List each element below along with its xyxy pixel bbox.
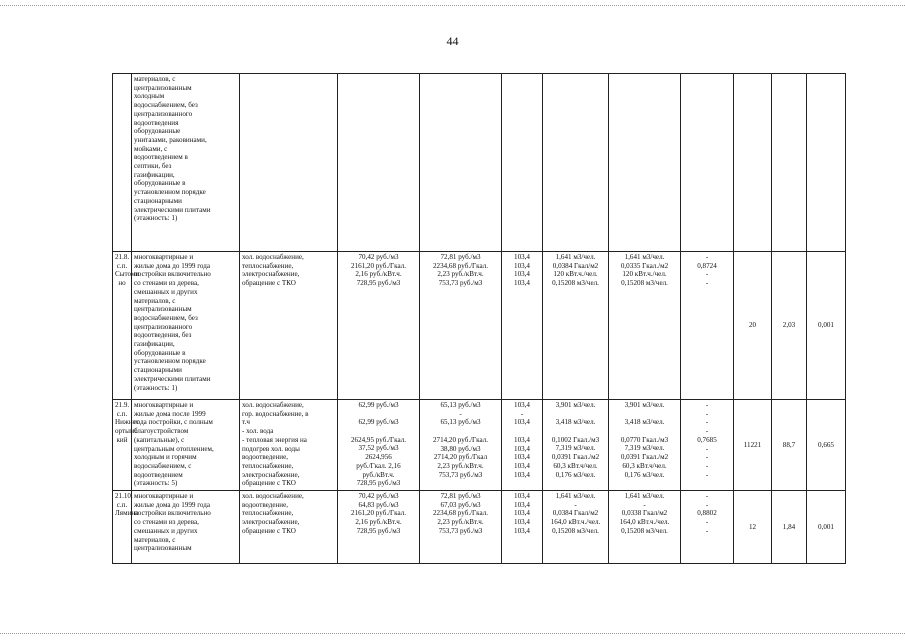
services-list-line: - тепловая энергия на bbox=[242, 435, 307, 444]
settlement-name: с.п. Нижнес ортымс кий bbox=[115, 409, 140, 444]
housing-category-line: со стенами из дерева, bbox=[134, 518, 199, 527]
services-list-line: - хол. вода bbox=[242, 427, 274, 436]
tariffs-new-line: 72,81 руб./м3 bbox=[440, 253, 481, 261]
tariffs-prev-line: 728,95 руб./м3 bbox=[356, 526, 401, 535]
tariffs-new-line bbox=[422, 479, 499, 488]
norms-prev-line: 0,15208 м3/чел. bbox=[552, 526, 599, 535]
norms-prev-line: 1,641 м3/чел. bbox=[555, 253, 596, 261]
services-list-line: теплоснабжение, bbox=[242, 461, 294, 470]
housing-category-line: централизованным bbox=[134, 305, 192, 314]
extra-value: 0,665 bbox=[818, 440, 834, 449]
row-id: 21.8. bbox=[115, 253, 130, 261]
norms-new-line: 0,15208 м3/чел. bbox=[621, 279, 668, 288]
coefficient-line: - bbox=[705, 401, 709, 409]
coefficient-cell bbox=[681, 400, 734, 491]
norms-new-line: 3,901 м3/чел. bbox=[624, 401, 665, 409]
norms-new-line bbox=[611, 479, 678, 488]
coefficient-line: - bbox=[705, 500, 709, 509]
share-value: 1,84 bbox=[782, 522, 796, 531]
norms-new-line: 0,176 м3/чел. bbox=[624, 470, 665, 479]
share-value: 2,03 bbox=[782, 321, 796, 330]
tariffs-prev-line: руб./Гкал. 2,16 bbox=[356, 461, 401, 470]
housing-category-cell bbox=[132, 400, 240, 491]
tariffs-new-line: 753,73 руб./м3 bbox=[438, 279, 483, 288]
tariffs-prev-line: 62,99 руб./м3 bbox=[358, 418, 399, 427]
housing-category-line: благоустройством bbox=[134, 427, 189, 436]
housing-category-line: жилые дома после 1999 bbox=[134, 409, 206, 418]
tariffs-new-line: 753,73 руб./м3 bbox=[438, 526, 483, 535]
housing-category-line: смешанных и других bbox=[134, 287, 198, 296]
tariffs-prev-line: 70,42 руб./м3 bbox=[358, 253, 399, 261]
tariff-table bbox=[112, 73, 846, 564]
services-list-line: т.ч bbox=[242, 418, 250, 427]
extra-value: 0,001 bbox=[818, 522, 834, 531]
tariff-index-line bbox=[504, 479, 540, 488]
norms-prev-line: 0,1002 Гкал./м3 bbox=[551, 435, 600, 444]
population-cell bbox=[734, 74, 772, 252]
tariffs-new-cell bbox=[420, 491, 502, 564]
tariff-index-line: 103,4 bbox=[514, 470, 530, 479]
tariffs-new-line: - bbox=[459, 409, 462, 418]
housing-category-line: септики, без bbox=[134, 162, 172, 171]
housing-category-line: водоснабжением, без bbox=[134, 313, 198, 322]
tariffs-new-line: 65,13 руб./м3 bbox=[440, 418, 481, 427]
housing-category-line: холодным и горячим bbox=[134, 453, 197, 462]
norms-prev-line bbox=[545, 410, 606, 419]
services-list-line: водоотведение, bbox=[242, 500, 288, 509]
norms-new-line: 1,641 м3/чел. bbox=[624, 253, 665, 261]
housing-category-line: постройки включительно bbox=[134, 509, 211, 518]
housing-category-cell bbox=[132, 252, 240, 400]
housing-category-line: газификации, bbox=[134, 340, 175, 349]
row-id: 21.10. bbox=[115, 492, 133, 500]
coefficient-line: 0,8724 bbox=[697, 261, 717, 270]
housing-category-line: года постройки, с полным bbox=[134, 418, 213, 427]
norms-new-line: - bbox=[643, 500, 646, 509]
services-list-line: электроснабжение, bbox=[242, 470, 300, 479]
housing-category-line: (этажность: 1) bbox=[134, 383, 178, 392]
coefficient-line: 0,8802 bbox=[697, 509, 717, 518]
norms-prev-line: 0,0384 Гкал/м2 bbox=[552, 261, 599, 270]
norms-prev-cell bbox=[543, 491, 609, 564]
scan-edge-bottom bbox=[0, 633, 905, 634]
table-body bbox=[113, 74, 846, 564]
norms-prev-line: 0,176 м3/чел. bbox=[555, 470, 596, 479]
tariffs-new-line: 72,81 руб./м3 bbox=[440, 492, 481, 500]
tariffs-prev-line: 37,52 руб./м3 bbox=[358, 444, 399, 453]
tariff-index-cell bbox=[502, 491, 543, 564]
housing-category-line: централизованного bbox=[134, 109, 193, 118]
norms-prev-line: 0,0391 Гкал./м2 bbox=[551, 453, 600, 462]
extra-value-cell bbox=[807, 400, 846, 491]
tariffs-new-line: 753,73 руб./м3 bbox=[438, 470, 483, 479]
housing-category-line: централизованным bbox=[134, 544, 192, 553]
tariffs-prev-line: 2624,95 руб./Гкал. bbox=[350, 435, 407, 444]
tariffs-new-line: 38,80 руб./м3 bbox=[440, 444, 481, 453]
coefficient-line: - bbox=[705, 470, 709, 479]
share-value: 88,7 bbox=[782, 440, 796, 449]
housing-category-line: материалов, с bbox=[134, 535, 176, 544]
norms-new-line: 3,418 м3/чел. bbox=[624, 418, 665, 427]
norms-new-line: 0,15208 м3/чел. bbox=[621, 526, 668, 535]
row-id-cell bbox=[113, 400, 140, 491]
tariffs-prev-cell bbox=[338, 74, 420, 252]
norms-prev-line: 164,0 кВт.ч./чел. bbox=[550, 518, 601, 527]
population: 12 bbox=[748, 522, 757, 531]
tariffs-prev-line: 2161,20 руб./Гкал. bbox=[350, 509, 407, 518]
housing-category-line: жилые дома до 1999 года bbox=[134, 500, 211, 509]
norms-new-line: 60,3 кВт.ч/чел. bbox=[622, 461, 667, 470]
norms-prev-line: - bbox=[574, 500, 577, 509]
housing-category-line: жилые дома до 1999 года bbox=[134, 261, 211, 270]
tariff-index-cell bbox=[502, 400, 543, 491]
services-list-cell bbox=[240, 74, 338, 252]
services-list-line: обращение с ТКО bbox=[242, 279, 296, 288]
housing-category-line: установленном порядке bbox=[134, 188, 206, 197]
tariffs-prev-line bbox=[340, 410, 417, 419]
housing-category-line: водоотведением в bbox=[134, 153, 188, 162]
housing-category-line: водоотведением bbox=[134, 470, 183, 479]
norms-new-cell bbox=[609, 400, 681, 491]
housing-category-line: централизованного bbox=[134, 322, 193, 331]
coefficient-line: - bbox=[705, 270, 709, 279]
housing-category-line: смешанных и других bbox=[134, 526, 198, 535]
tariffs-prev-line bbox=[340, 427, 417, 436]
tariffs-new-line: 2,23 руб./кВт.ч. bbox=[437, 461, 484, 470]
tariffs-prev-line: 2161,20 руб./Гкал. bbox=[350, 261, 407, 270]
coefficient-line: - bbox=[705, 253, 709, 261]
extra-value: 0,001 bbox=[818, 321, 834, 330]
norms-new-line bbox=[611, 427, 678, 436]
scan-edge-top bbox=[0, 5, 905, 6]
housing-category-line: установленном порядке bbox=[134, 357, 206, 366]
coefficient-cell bbox=[681, 252, 734, 400]
tariff-index-line bbox=[504, 427, 540, 436]
norms-new-cell bbox=[609, 491, 681, 564]
tariffs-prev-cell bbox=[338, 400, 420, 491]
coefficient-line bbox=[683, 479, 731, 488]
tariff-index-line: 103,4 bbox=[514, 509, 530, 518]
coefficient-line: - bbox=[705, 492, 709, 500]
tariff-index-cell bbox=[502, 74, 543, 252]
services-list-line: водоотведение, bbox=[242, 453, 288, 462]
housing-category-line: постройки включительно bbox=[134, 270, 211, 279]
tariff-index-line: 103,4 bbox=[514, 461, 530, 470]
norms-prev-line bbox=[545, 479, 606, 488]
norms-prev-line: 1,641 м3/чел. bbox=[555, 492, 596, 500]
tariffs-prev-line: 728,95 руб./м3 bbox=[356, 279, 401, 288]
housing-category-line: центральным отоплением, bbox=[134, 444, 214, 453]
coefficient-line: - bbox=[705, 453, 709, 462]
housing-category-line: централизованным bbox=[134, 83, 192, 92]
tariffs-prev-line: 2624,956 bbox=[365, 453, 392, 462]
coefficient-line: - bbox=[705, 461, 709, 470]
tariffs-new-line: 2234,68 руб./Гкал. bbox=[432, 261, 489, 270]
tariffs-prev-line: 728,95 руб./м3 bbox=[356, 479, 401, 488]
norms-prev-cell bbox=[543, 400, 609, 491]
table-row bbox=[113, 400, 846, 491]
services-list-cell bbox=[240, 400, 338, 491]
housing-category-line: со стенами из дерева, bbox=[134, 279, 199, 288]
norms-prev-cell bbox=[543, 252, 609, 400]
tariffs-prev-line: 2,16 руб./кВт.ч. bbox=[355, 270, 402, 279]
tariff-index-line: 103,4 bbox=[514, 401, 530, 409]
norms-new-line: 0,0391 Гкал./м2 bbox=[620, 453, 669, 462]
services-list-line: хол. водоснабжение, bbox=[242, 401, 304, 409]
coefficient-line: - bbox=[705, 444, 709, 453]
population-cell bbox=[734, 491, 772, 564]
tariffs-new-line: 2714,20 руб./Гкал bbox=[433, 453, 488, 462]
coefficient-line: - bbox=[705, 427, 709, 436]
tariffs-prev-line: руб./кВт.ч. bbox=[362, 470, 395, 479]
norms-new-cell bbox=[609, 252, 681, 400]
housing-category-line: материалов, с bbox=[134, 75, 176, 83]
tariffs-new-line: 67,03 руб./м3 bbox=[440, 500, 481, 509]
housing-category-line: мойками, с bbox=[134, 144, 168, 153]
tariff-index-line: 103,4 bbox=[514, 492, 530, 500]
housing-category-cell bbox=[132, 74, 240, 252]
coefficient-line: - bbox=[705, 418, 709, 427]
services-list-cell bbox=[240, 491, 338, 564]
extra-value-cell bbox=[807, 252, 846, 400]
tariffs-prev-cell bbox=[338, 252, 420, 400]
housing-category-line: многоквартирные и bbox=[134, 492, 194, 500]
coefficient-line: - bbox=[705, 518, 709, 527]
tariff-index-line: 103,4 bbox=[514, 418, 530, 427]
tariffs-prev-line: 62,99 руб./м3 bbox=[358, 401, 399, 409]
housing-category-line: многоквартирные и bbox=[134, 253, 194, 261]
tariffs-new-line: 65,13 руб./м3 bbox=[440, 401, 481, 409]
population: 11221 bbox=[743, 440, 762, 449]
services-list-line: обращение с ТКО bbox=[242, 479, 296, 488]
norms-new-cell bbox=[609, 74, 681, 252]
norms-prev-line: 0,15208 м3/чел. bbox=[552, 279, 599, 288]
population-cell bbox=[734, 252, 772, 400]
norms-new-line: 0,0338 Гкал/м2 bbox=[621, 509, 668, 518]
services-list-line: электроснабжение, bbox=[242, 270, 300, 279]
coefficient-cell bbox=[681, 491, 734, 564]
housing-category-line: оборудованные bbox=[134, 127, 181, 136]
housing-category-line: водоснабжением, без bbox=[134, 101, 198, 110]
tariff-index-line: 103,4 bbox=[514, 270, 530, 279]
norms-new-line: 0,0335 Гкал./м2 bbox=[620, 261, 669, 270]
norms-prev-line: 3,901 м3/чел. bbox=[555, 401, 596, 409]
housing-category-line: холодным bbox=[134, 92, 165, 101]
housing-category-cell bbox=[132, 491, 240, 564]
housing-category-line: (капитальные), с bbox=[134, 435, 185, 444]
services-list-line: хол. водоснабжение, bbox=[242, 253, 304, 261]
services-list-line: гор. водоснабжение, в bbox=[242, 409, 309, 418]
norms-new-line: 1,641 м3/чел. bbox=[624, 492, 665, 500]
tariffs-new-cell bbox=[420, 74, 502, 252]
tariffs-new-line bbox=[422, 427, 499, 436]
tariff-index-line: 103,4 bbox=[514, 279, 530, 288]
tariff-index-cell bbox=[502, 252, 543, 400]
share-value-cell bbox=[772, 491, 807, 564]
page-number: 44 bbox=[446, 34, 459, 48]
tariff-index-line: 103,4 bbox=[514, 253, 530, 261]
housing-category-line: электрическими плитами bbox=[134, 374, 211, 383]
services-list-line: хол. водоснабжение, bbox=[242, 492, 304, 500]
population-cell bbox=[734, 400, 772, 491]
row-id-cell bbox=[113, 74, 132, 252]
housing-category-line: газификации, bbox=[134, 170, 175, 179]
services-list-line: подогрев хол. воды bbox=[242, 444, 300, 453]
coefficient-cell bbox=[681, 74, 734, 252]
norms-prev-line: 7,319 м3/чел. bbox=[555, 444, 596, 453]
services-list-cell bbox=[240, 252, 338, 400]
settlement-name: с.п. Сытоми но bbox=[115, 261, 140, 288]
housing-category-line: материалов, с bbox=[134, 296, 176, 305]
norms-new-line bbox=[611, 410, 678, 419]
tariffs-new-line: 2234,68 руб./Гкал. bbox=[432, 509, 489, 518]
share-value-cell bbox=[772, 74, 807, 252]
norms-new-line: 7,319 м3/чел. bbox=[624, 444, 665, 453]
table-row bbox=[113, 252, 846, 400]
housing-category-line: (этажность: 5) bbox=[134, 479, 178, 488]
table-row bbox=[113, 74, 846, 252]
tariff-index-line: 103,4 bbox=[514, 261, 530, 270]
tariffs-prev-line: 64,83 руб./м3 bbox=[358, 500, 399, 509]
coefficient-line: - bbox=[705, 409, 709, 418]
tariffs-new-cell bbox=[420, 252, 502, 400]
tariffs-prev-line: 2,16 руб./кВт.ч. bbox=[355, 518, 402, 527]
tariff-index-line: 103,4 bbox=[514, 444, 530, 453]
services-list-line: электроснабжение, bbox=[242, 518, 300, 527]
tariffs-prev-cell bbox=[338, 491, 420, 564]
housing-category-line: (этажность: 1) bbox=[134, 214, 178, 223]
services-list-line: теплоснабжение, bbox=[242, 261, 294, 270]
norms-new-line: 0,0770 Гкал./м3 bbox=[620, 435, 669, 444]
coefficient-line: 0,7685 bbox=[697, 435, 717, 444]
extra-value-cell bbox=[807, 74, 846, 252]
tariffs-prev-line: 70,42 руб./м3 bbox=[358, 492, 399, 500]
housing-category-line: оборудованные в bbox=[134, 348, 186, 357]
norms-new-line: 164,0 кВт.ч./чел. bbox=[619, 518, 670, 527]
tariffs-new-line: 2,23 руб./кВт.ч. bbox=[437, 518, 484, 527]
norms-prev-cell bbox=[543, 74, 609, 252]
tariff-index-line: 103,4 bbox=[514, 435, 530, 444]
coefficient-line: - bbox=[705, 526, 709, 535]
tariff-index-line: 103,4 bbox=[514, 526, 530, 535]
tariff-index-line: 103,4 bbox=[514, 453, 530, 462]
extra-value-cell bbox=[807, 491, 846, 564]
population: 20 bbox=[748, 321, 757, 330]
housing-category-line: водоотведения, без bbox=[134, 331, 192, 340]
row-id: 21.9. bbox=[115, 401, 130, 409]
tariff-index-line: 103,4 bbox=[514, 518, 530, 527]
tariff-index-line: 103,4 bbox=[514, 500, 530, 509]
norms-prev-line: 60,3 кВт.ч/чел. bbox=[553, 461, 598, 470]
housing-category-line: электрическими плитами bbox=[134, 205, 211, 214]
tariffs-new-line: 2,23 руб./кВт.ч. bbox=[437, 270, 484, 279]
housing-category-line: водоотведения bbox=[134, 118, 179, 127]
share-value-cell bbox=[772, 400, 807, 491]
row-id-cell bbox=[113, 252, 140, 400]
tariffs-new-cell bbox=[420, 400, 502, 491]
housing-category-line: стационарными bbox=[134, 366, 182, 375]
norms-prev-line: 0,0384 Гкал/м2 bbox=[552, 509, 599, 518]
share-value-cell bbox=[772, 252, 807, 400]
table-row bbox=[113, 491, 846, 564]
housing-category-line: оборудованные в bbox=[134, 179, 186, 188]
tariff-index-line: - bbox=[520, 409, 524, 418]
services-list-line: обращение с ТКО bbox=[242, 526, 296, 535]
housing-category-line: стационарными bbox=[134, 196, 182, 205]
housing-category-line: водоснабжением, с bbox=[134, 461, 192, 470]
housing-category-line: унитазами, раковинами, bbox=[134, 135, 207, 144]
tariffs-new-line: 2714,20 руб./Гкал. bbox=[432, 435, 489, 444]
norms-prev-line bbox=[545, 427, 606, 436]
norms-prev-line: 3,418 м3/чел. bbox=[555, 418, 596, 427]
settlement-name: с.п. Лямина bbox=[115, 500, 139, 518]
row-id-cell bbox=[113, 491, 139, 564]
norms-prev-line: 120 кВт.ч./чел. bbox=[553, 270, 598, 279]
housing-category-line: многоквартирные и bbox=[134, 401, 194, 409]
services-list-line: теплоснабжение, bbox=[242, 509, 294, 518]
coefficient-line: - bbox=[705, 279, 709, 288]
norms-new-line: 120 кВт.ч./чел. bbox=[622, 270, 667, 279]
